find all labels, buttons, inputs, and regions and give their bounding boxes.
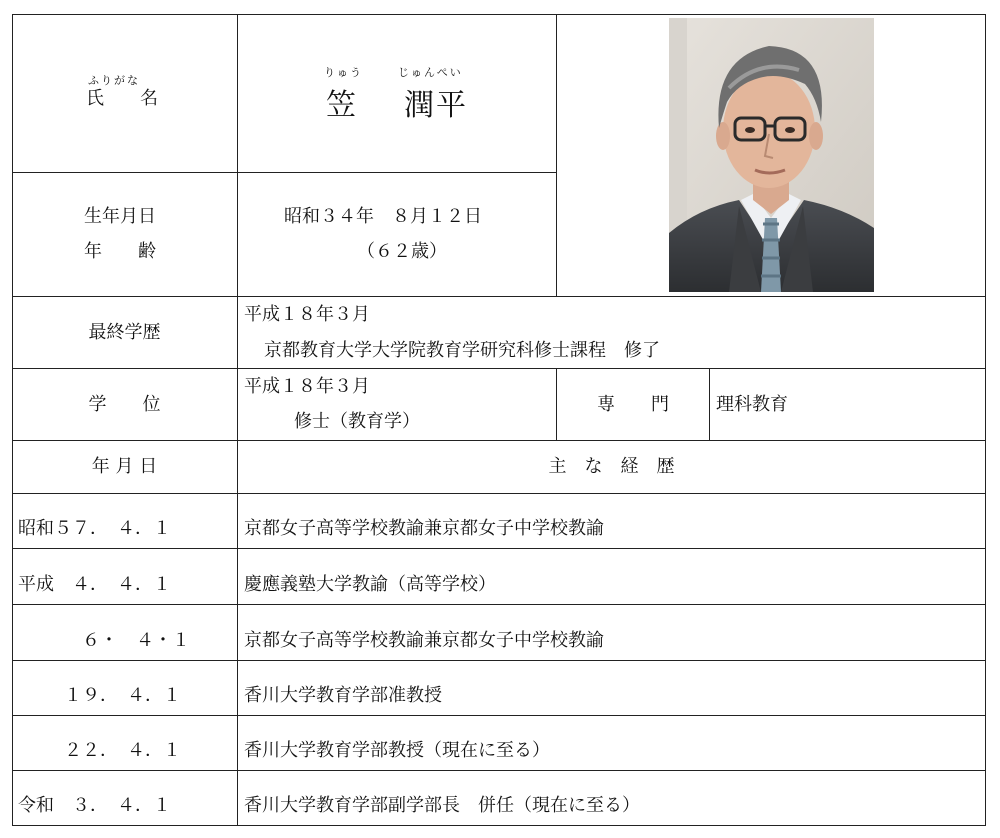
career-header: 主 な 経 歴 <box>548 456 675 478</box>
row-divider-header <box>12 493 986 494</box>
specialty-label: 専 門 <box>597 393 669 415</box>
border-bottom <box>12 825 986 826</box>
degree-name: 修士（教育学） <box>294 411 420 432</box>
career-date: 昭和５７． ４．１ <box>18 518 171 539</box>
col-divider-specialty-value <box>709 368 710 441</box>
birth-date-label: 生年月日 <box>84 206 156 227</box>
given-name-reading: じゅんぺい <box>398 66 463 79</box>
age-label: 年 齢 <box>84 241 156 262</box>
degree-label: 学 位 <box>88 393 161 415</box>
row-divider-1 <box>12 548 986 549</box>
specialty-value: 理科教育 <box>716 394 788 415</box>
name-label: 氏 名 <box>86 88 158 109</box>
career-description: 慶應義塾大学教諭（高等学校） <box>244 574 496 595</box>
career-description: 香川大学教育学部副学部長 併任（現在に至る） <box>244 795 640 816</box>
border-right <box>985 14 986 826</box>
education-detail: 京都教育大学大学院教育学研究科修士課程 修了 <box>264 340 660 361</box>
age-value: （６２歳） <box>357 241 447 262</box>
given-name: 潤平 <box>404 88 468 123</box>
row-divider-2 <box>12 604 986 605</box>
career-date-header: 年 月 日 <box>91 456 158 478</box>
career-description: 京都女子高等学校教諭兼京都女子中学校教諭 <box>244 518 604 539</box>
portrait-photo <box>669 18 874 292</box>
row-divider-name <box>12 172 556 173</box>
career-description: 京都女子高等学校教諭兼京都女子中学校教諭 <box>244 630 604 651</box>
career-date: 平成 ４． ４．１ <box>18 574 171 595</box>
border-top <box>12 14 986 15</box>
career-date: ６・ ４・１ <box>82 630 190 651</box>
education-date: 平成１８年３月 <box>244 304 370 325</box>
row-divider-5 <box>12 770 986 771</box>
col-divider-label <box>237 14 238 826</box>
row-divider-3 <box>12 660 986 661</box>
furigana-label: ふりがな <box>88 74 140 87</box>
career-date: 令和 ３． ４．１ <box>18 795 171 816</box>
career-description: 香川大学教育学部准教授 <box>244 685 442 706</box>
col-divider-photo <box>556 14 557 297</box>
career-date: ２２． ４．１ <box>64 740 181 761</box>
birth-date-value: 昭和３４年 ８月１２日 <box>284 206 482 227</box>
career-description: 香川大学教育学部教授（現在に至る） <box>244 740 550 761</box>
family-name-reading: りゅう <box>324 66 363 79</box>
row-divider-4 <box>12 715 986 716</box>
education-label: 最終学歴 <box>88 321 161 343</box>
family-name: 笠 <box>326 88 358 123</box>
career-date: １９． ４．１ <box>64 685 181 706</box>
degree-date: 平成１８年３月 <box>244 376 370 397</box>
